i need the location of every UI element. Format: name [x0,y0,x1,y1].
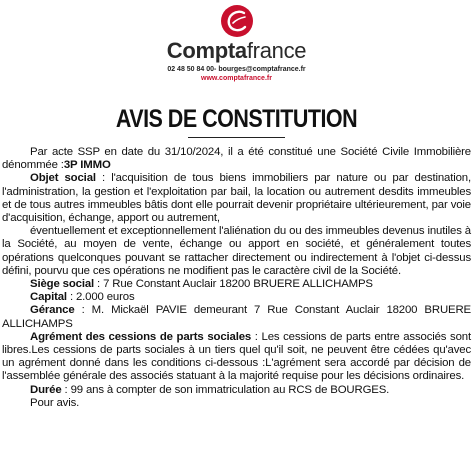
comptafrance-logo-icon [220,4,254,38]
siege-label: Siège social [30,278,95,291]
siege-paragraph: Siège social : 7 Rue Constant Auclair 18200 BRUERE ALLICHAMPS [30,278,373,291]
notice-body [2,146,471,410]
objet-continuation: éventuellement et exceptionnellement l'aliénation du ou des immeubles devenus inutiles à la Société, au moyen de vente, échange ou apport en société, et généralement toutes opérations quelconques pouvant se rattacher directement ou indirectement à l'objet ci-dessus défini, pourvu que ces opérations ne modifient pas le caractère civil de la Société. [2,225,471,277]
contact-line: 02 48 50 84 00- bourges@comptafrance.fr [167,66,306,73]
title-divider [188,137,285,138]
objet-label: Objet social [30,172,96,185]
closing-line: Pour avis. [30,396,80,409]
capital-paragraph: Capital : 2.000 euros [30,291,135,304]
brand-name: Comptafrance [166,38,307,63]
gerance-paragraph: Gérance : M. Mickaël PAVIE demeurant 7 Rue Constant Auclair 18200 BRUERE ALLICHAMPS [2,304,471,330]
capital-label: Capital [30,291,67,304]
notice-title: AVIS DE CONSTITUTION [115,105,358,133]
comptafrance-header [0,4,473,83]
company-name: 3P IMMO [63,159,111,172]
gerance-label: Gérance [30,304,75,317]
agrement-label: Agrément des cessions de parts sociales [30,330,252,343]
duree-paragraph: Durée : 99 ans à compter de son immatriculation au RCS de BOURGES. [30,383,390,396]
intro-paragraph: Par acte SSP en date du 31/10/2024, il a été constitué une Société Civile Immobilière dénommée :3P IMMO [2,146,471,172]
objet-paragraph: Objet social : l'acquisition de tous biens immobiliers par nature ou par destination, l'administration, la gestion et l'exploitation par bail, la location ou autrement desdits immeubles et de tous autres immeubles bâtis dont elle pourrait devenir propriétaire ultérieurement, par voie d'acquisition, échange, apport ou autrement, [2,172,471,225]
agrement-paragraph: Agrément des cessions de parts sociales : Les cessions de parts entre associés sont libres.Les cessions de parts sociales à un tiers quel qu'il soit, ne peuvent être cédées qu'avec un agrément donné dans les conditions ci-dessous :L'agrément sera accordé par décision de l'assemblée générale des associés statuant à la majorité requise pour les décisions ordinaires. [2,330,471,383]
website-link[interactable]: www.comptafrance.fr [201,75,272,82]
duree-label: Durée [30,383,62,396]
